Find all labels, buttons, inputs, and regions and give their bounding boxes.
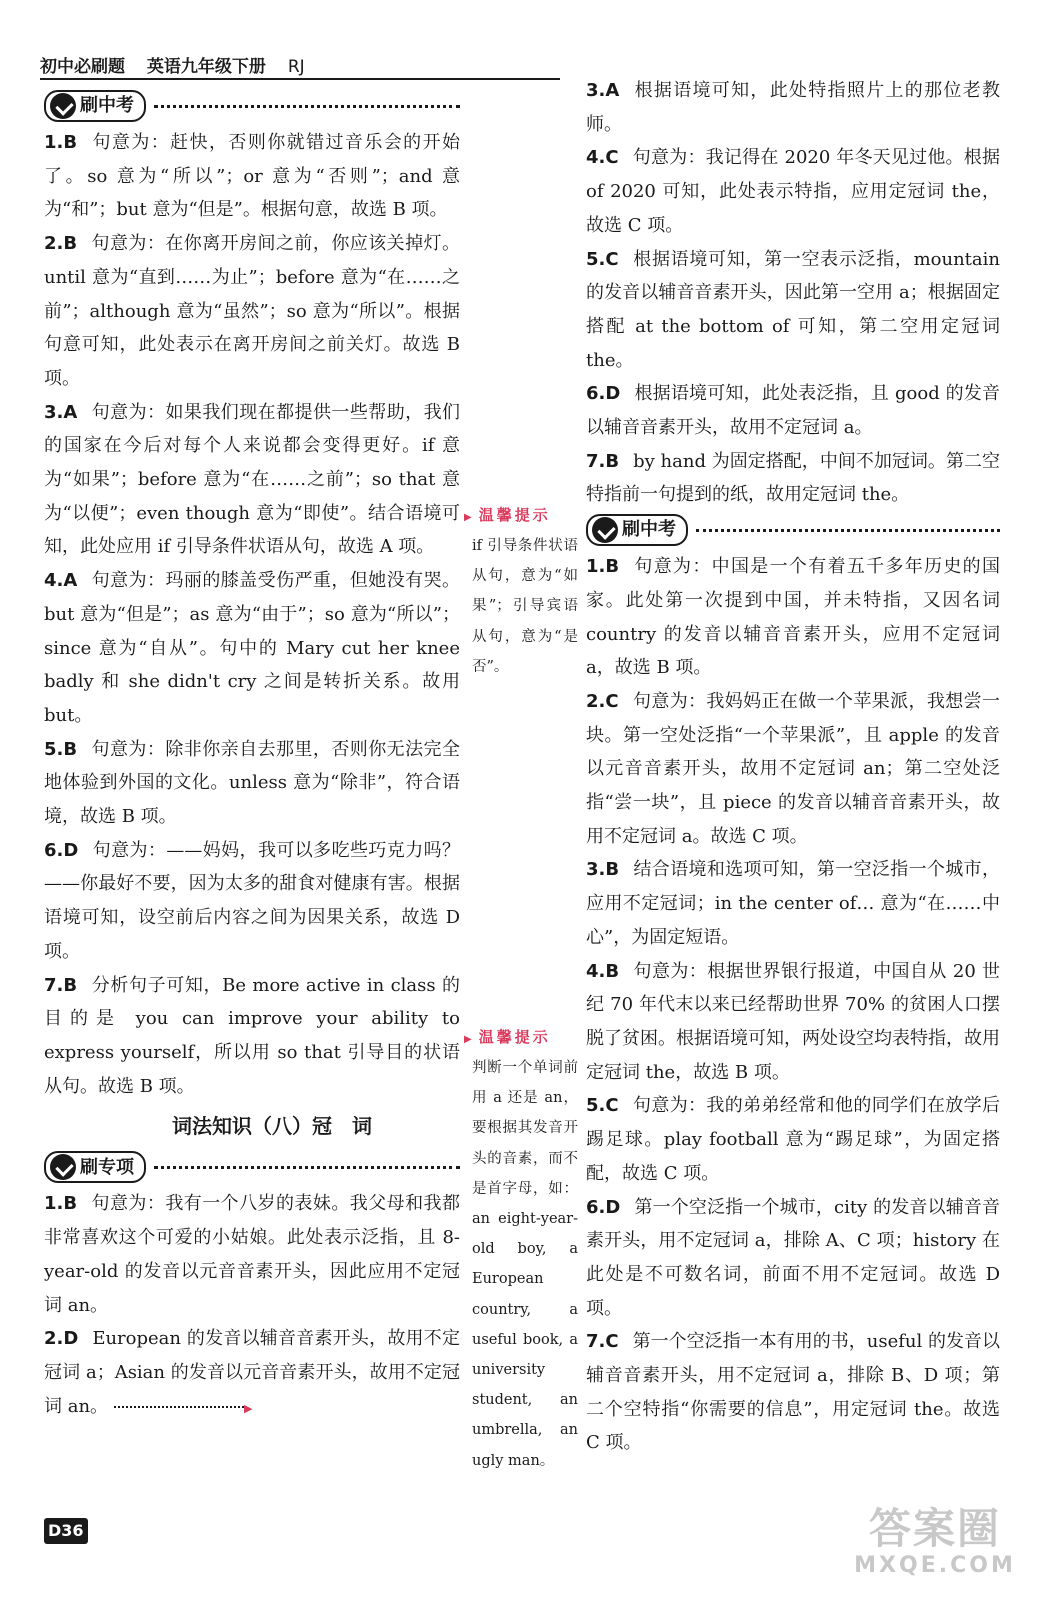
answer-text: 分析句子可知，Be more active in class 的目的是 you can improve your ability to express yourself，所以用 so that 引导目的状语从句。故选 B 项。 xyxy=(44,974,460,1097)
answer-item xyxy=(44,834,460,969)
answer-item xyxy=(586,74,1000,141)
answer-text: 句意为：除非你亲自去那里，否则你无法完全地体验到外国的文化。unless 意为“除非”，符合语境，故选 B 项。 xyxy=(44,738,460,828)
answer-text: 句意为：我妈妈正在做一个苹果派，我想尝一块。第一空处泛指“一个苹果派”，且 apple 的发音以元音音素开头，故用不定冠词 an；第二空处泛指“尝一块”，且 piece 的发音以辅音音素开头，故用不定冠词 a。故选 C 项。 xyxy=(586,690,1000,847)
answer-item xyxy=(44,969,460,1104)
answer-number: 4.B xyxy=(586,960,620,982)
badge-label: 刷专项 xyxy=(80,1156,134,1178)
answer-text: 句意为：——妈妈，我可以多吃些巧克力吗？——你最好不要，因为太多的甜食对健康有害。根据语境可知，设空前后内容之间为因果关系，故选 D 项。 xyxy=(44,839,460,962)
arrow-right-icon: ▶ xyxy=(244,1401,253,1415)
section-badge xyxy=(44,1149,460,1185)
answer-number: 1.B xyxy=(44,132,78,153)
answer-number: 5.B xyxy=(44,738,78,760)
answer-number: 7.C xyxy=(586,1331,619,1353)
answer-text: 句意为：中国是一个有着五千多年历史的国家。此处第一次提到中国，并未特指，又因名词 country 的发音以辅音音素开头，应用不定冠词 a，故选 B 项。 xyxy=(586,556,1000,679)
answer-text: 句意为：我有一个八岁的表妹。我父母和我都非常喜欢这个可爱的小姑娘。此处表示泛指，且 8-year-old 的发音以元音音素开头，因此应用不定冠词 an。 xyxy=(44,1193,460,1316)
tip-title: ▶ 温馨提示 xyxy=(464,1024,578,1053)
dotted-divider xyxy=(154,105,460,108)
answer-text: 句意为：如果我们现在都提供一些帮助，我们的国家在今后对每个人来说都会变得更好。if 意为“如果”；before 意为“在……之前”；so that 意为“以便”；even though 意为“即使”。结合语境可知，此处应用 if 引导条件状语从句，故选 A 项。 xyxy=(44,401,460,558)
answer-item xyxy=(44,1322,460,1425)
subject-name: 英语九年级下册 xyxy=(146,57,266,77)
answer-item xyxy=(44,733,460,834)
answer-item xyxy=(586,141,1000,242)
page-header xyxy=(40,52,560,80)
section-badge xyxy=(586,512,1000,548)
badge-label: 刷中考 xyxy=(622,519,676,541)
dotted-divider xyxy=(154,1166,460,1169)
answer-text: European 的发音以辅音音素开头，故用不定冠词 a；Asian 的发音以元音音素开头，故用不定冠词 an。 xyxy=(44,1328,460,1417)
answer-number: 7.B xyxy=(586,450,620,472)
check-icon xyxy=(50,1154,76,1180)
check-icon xyxy=(592,517,618,543)
answer-number: 6.D xyxy=(586,1196,621,1218)
answer-text: 句意为：根据世界银行报道，中国自从 20 世纪 70 年代末以来已经帮助世界 70% 的贫困人口摆脱了贫困。根据语境可知，两处设空均表特指，故用定冠词 the，故选 B 项。 xyxy=(586,960,1000,1083)
answer-item xyxy=(44,227,460,396)
dotted-leader xyxy=(114,1406,244,1408)
answer-item xyxy=(44,396,460,565)
answer-item xyxy=(586,685,1000,854)
tip-box xyxy=(472,502,578,682)
answer-number: 6.D xyxy=(586,383,621,405)
tip-title: ▶ 温馨提示 xyxy=(464,502,578,531)
answer-number: 4.A xyxy=(44,570,78,592)
answer-number: 3.B xyxy=(586,859,620,881)
answer-item xyxy=(44,126,460,227)
watermark-logo-text: 答案圈 xyxy=(868,1504,1001,1553)
page-number: D36 xyxy=(44,1518,88,1544)
answer-item xyxy=(586,853,1000,954)
answer-number: 5.C xyxy=(586,1095,619,1117)
answer-number: 7.B xyxy=(44,974,78,996)
answer-item xyxy=(44,1187,460,1322)
check-icon xyxy=(50,93,76,119)
tip-body: if 引导条件状语从句，意为“如果”；引导宾语从句，意为“是否”。 xyxy=(472,538,578,675)
site-watermark xyxy=(850,1505,1020,1585)
answer-text: 句意为：赶快，否则你就错过音乐会的开始了。so 意为“所以”；or 意为“否则”；and 意为“和”；but 意为“但是”。根据句意，故选 B 项。 xyxy=(44,132,460,221)
answer-text: 句意为：我记得在 2020 年冬天见过他。根据 of 2020 可知，此处表示特指，应用定冠词 the，故选 C 项。 xyxy=(586,147,1000,236)
answer-item xyxy=(586,1089,1000,1190)
answer-text: 根据语境可知，第一空表示泛指，mountain 的发音以辅音音素开头，因此第一空用 a；根据固定搭配 at the bottom of 可知，第二空用定冠词 the。 xyxy=(586,248,1000,371)
answer-text: 根据语境可知，此处特指照片上的那位老教师。 xyxy=(586,80,1000,135)
edition-label: RJ xyxy=(287,57,305,77)
answer-number: 3.A xyxy=(44,401,78,423)
answer-item xyxy=(586,550,1000,685)
answer-number: 5.C xyxy=(586,248,619,270)
answer-item xyxy=(44,564,460,733)
answer-text: by hand 为固定搭配，中间不加冠词。第二空特指前一句提到的纸，故用定冠词 the。 xyxy=(586,450,1000,506)
answer-text: 句意为：我的弟弟经常和他的同学们在放学后踢足球。play football 意为“踢足球”，为固定搭配，故选 C 项。 xyxy=(586,1095,1000,1184)
tip-box xyxy=(472,1024,578,1476)
section-badge xyxy=(44,88,460,124)
badge-label: 刷中考 xyxy=(80,95,134,117)
answer-number: 3.A xyxy=(586,80,620,101)
left-column xyxy=(44,88,460,1425)
answer-number: 2.D xyxy=(44,1328,79,1350)
answer-text: 第一个空泛指一本有用的书，useful 的发音以辅音音素开头，用不定冠词 a，排除 B、D 项；第二个空特指“你需要的信息”，用定冠词 the。故选 C 项。 xyxy=(586,1331,1000,1454)
answer-number: 1.B xyxy=(586,556,620,578)
answer-text: 句意为：玛丽的膝盖受伤严重，但她没有哭。but 意为“但是”；as 意为“由于”；so 意为“所以”；since 意为“自从”。句中的 Mary cut her knee badly 和 she didn't cry 之间是转折关系。故用 but。 xyxy=(44,570,460,726)
answer-text: 根据语境可知，此处表泛指，且 good 的发音以辅音音素开头，故用不定冠词 a。 xyxy=(586,383,1000,439)
dotted-divider xyxy=(696,529,1000,532)
answer-item xyxy=(586,955,1000,1090)
watermark-url: MXQE.COM xyxy=(854,1553,1016,1578)
answer-text: 结合语境和选项可知，第一空泛指一个城市，应用不定冠词；in the center of… 意为“在……中心”，为固定短语。 xyxy=(586,859,1000,948)
series-name: 初中必刷题 xyxy=(40,57,125,77)
answer-text: 句意为：在你离开房间之前，你应该关掉灯。until 意为“直到……为止”；before 意为“在……之前”；although 意为“虽然”；so 意为“所以”。根据句意可知，此处表示在离开房间之前关灯。故选 B 项。 xyxy=(44,233,460,389)
answer-number: 1.B xyxy=(44,1193,78,1215)
answer-item xyxy=(586,377,1000,444)
section-title: 词法知识（八）冠 词 xyxy=(172,1114,372,1139)
answer-item xyxy=(586,445,1000,512)
answer-item xyxy=(586,1191,1000,1326)
answer-number: 4.C xyxy=(586,147,619,169)
answer-item xyxy=(586,1325,1000,1460)
answer-item xyxy=(586,243,1000,378)
tip-body: 判断一个单词前用 a 还是 an，要根据其发音开头的音素，而不是首字母，如：an eight-year-old boy, a European country, a useful book, a university student, an umbrella, an ugly man。 xyxy=(472,1060,578,1469)
answer-number: 6.D xyxy=(44,839,79,861)
answer-number: 2.C xyxy=(586,690,619,712)
answer-text: 第一个空泛指一个城市，city 的发音以辅音音素开头，用不定冠词 a，排除 A、C 项；history 在此处是不可数名词，前面不用不定冠词。故选 D 项。 xyxy=(586,1196,1000,1319)
answer-number: 2.B xyxy=(44,233,78,255)
right-column xyxy=(586,74,1000,1460)
